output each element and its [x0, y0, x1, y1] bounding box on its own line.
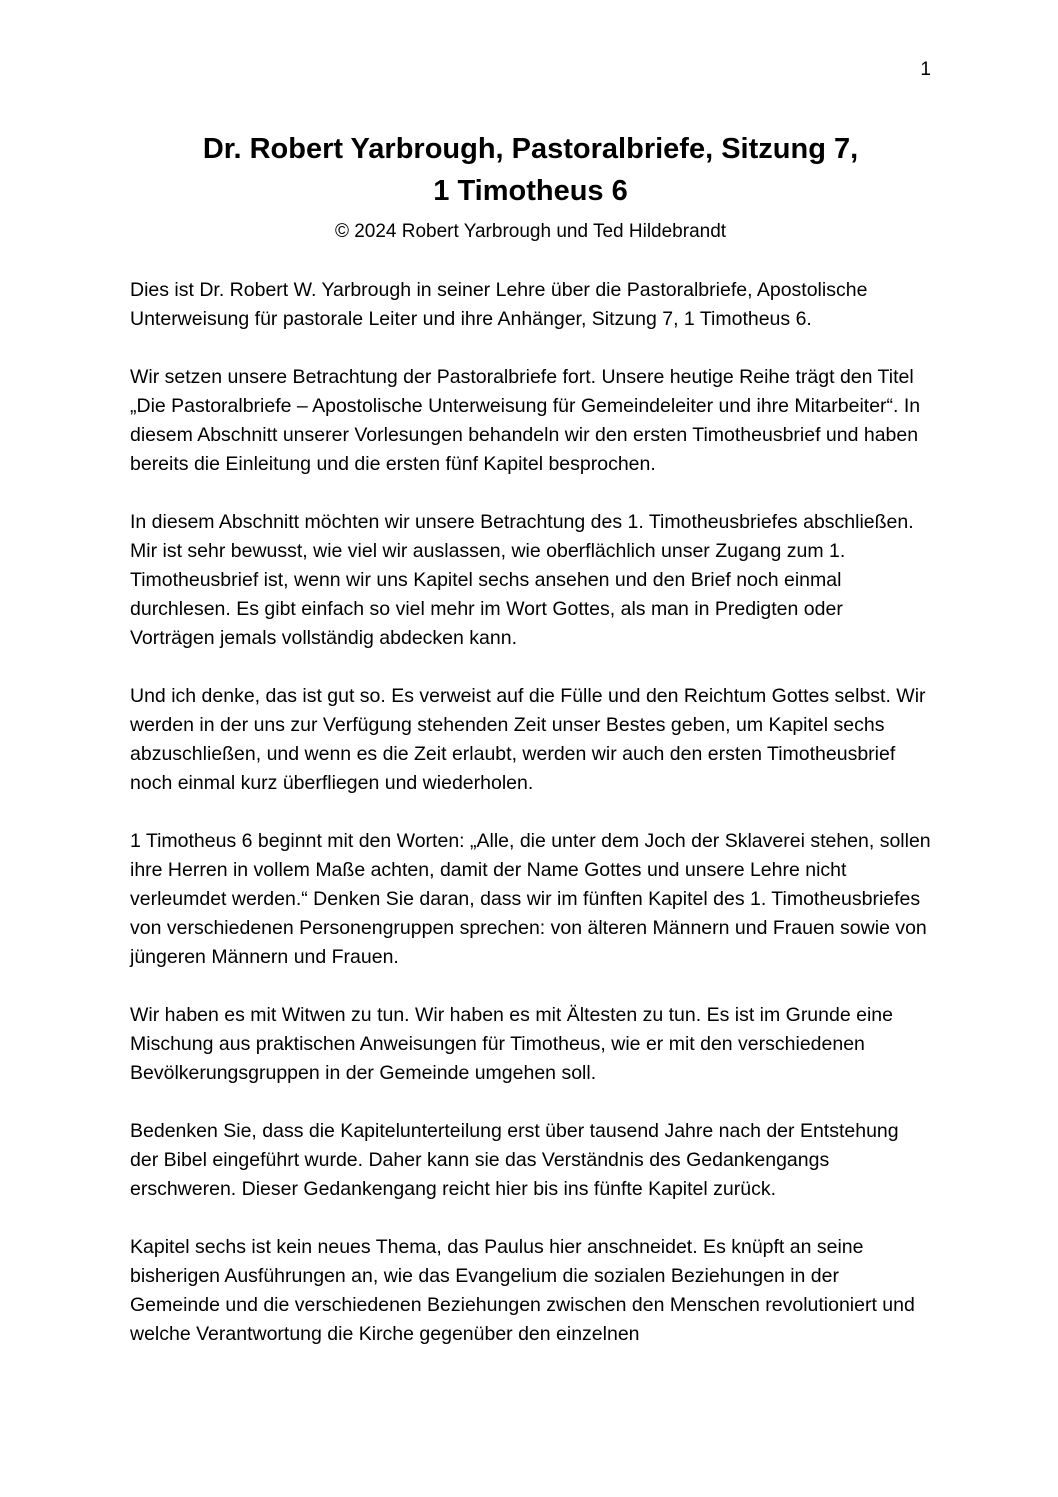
paragraph: In diesem Abschnitt möchten wir unsere Betrachtung des 1. Timotheusbriefes abschließen. Mir ist sehr bewusst, wie viel wir auslassen, wie oberflächlich unser Zugang zum 1. Timotheusbrief ist, wenn wir uns Kapitel sechs ansehen und den Brief noch einmal durchlesen. Es gibt einfach so viel mehr im Wort Gottes, als man in Predigten oder Vorträgen jemals vollständig abdecken kann. — [130, 511, 914, 649]
paragraph: Und ich denke, das ist gut so. Es verweist auf die Fülle und den Reichtum Gottes selbst. Wir werden in der uns zur Verfügung stehenden Zeit unser Bestes geben, um Kapitel sechs abzuschließen, und wenn es die Zeit erlaubt, werden wir auch den ersten Timotheusbrief noch einmal kurz überfliegen und wiederholen. — [130, 685, 926, 794]
paragraph: Kapitel sechs ist kein neues Thema, das Paulus hier anschneidet. Es knüpft an seine bisherigen Ausführungen an, wie das Evangelium die sozialen Beziehungen in der Gemeinde und die verschiedenen Beziehungen zwischen den Menschen revolutioniert und welche Verantwortung die Kirche gegenüber den einzelnen — [130, 1236, 915, 1345]
paragraph: Wir setzen unsere Betrachtung der Pastoralbriefe fort. Unsere heutige Reihe trägt den Titel „Die Pastoralbriefe – Apostolische Unterweisung für Gemeindeleiter und ihre Mitarbeiter“. In diesem Abschnitt unserer Vorlesungen behandeln wir den ersten Timotheusbrief und haben bereits die Einleitung und die ersten fünf Kapitel besprochen. — [130, 366, 921, 475]
paragraph: Dies ist Dr. Robert W. Yarbrough in seiner Lehre über die Pastoralbriefe, Apostolische Unterweisung für pastorale Leiter und ihre Anhänger, Sitzung 7, 1 Timotheus 6. — [130, 279, 868, 330]
document-title-line-2: 1 Timotheus 6 — [433, 175, 628, 207]
document-content — [130, 0, 931, 1378]
document-title-line-1: Dr. Robert Yarbrough, Pastoralbriefe, Sitzung 7, — [202, 133, 859, 165]
document-title — [130, 128, 931, 212]
page-number: 1 — [920, 59, 931, 80]
document-body — [130, 276, 931, 1349]
paragraph: Wir haben es mit Witwen zu tun. Wir haben es mit Ältesten zu tun. Es ist im Grunde eine Mischung aus praktischen Anweisungen für Timotheus, wie er mit den verschiedenen Bevölkerungsgruppen in der Gemeinde umgehen soll. — [130, 1004, 893, 1084]
paragraph: 1 Timotheus 6 beginnt mit den Worten: „Alle, die unter dem Joch der Sklaverei stehen, sollen ihre Herren in vollem Maße achten, damit der Name Gottes und unsere Lehre nicht verleumdet werden.“ Denken Sie daran, dass wir im fünften Kapitel des 1. Timotheusbriefes von verschiedenen Personengruppen sprechen: von älteren Männern und Frauen sowie von jüngeren Männern und Frauen. — [130, 830, 931, 968]
paragraph: Bedenken Sie, dass die Kapitelunterteilung erst über tausend Jahre nach der Entstehung der Bibel eingeführt wurde. Daher kann sie das Verständnis des Gedankengangs erschweren. Dieser Gedankengang reicht hier bis ins fünfte Kapitel zurück. — [130, 1120, 899, 1200]
copyright-line: © 2024 Robert Yarbrough und Ted Hildebrandt — [334, 221, 727, 242]
